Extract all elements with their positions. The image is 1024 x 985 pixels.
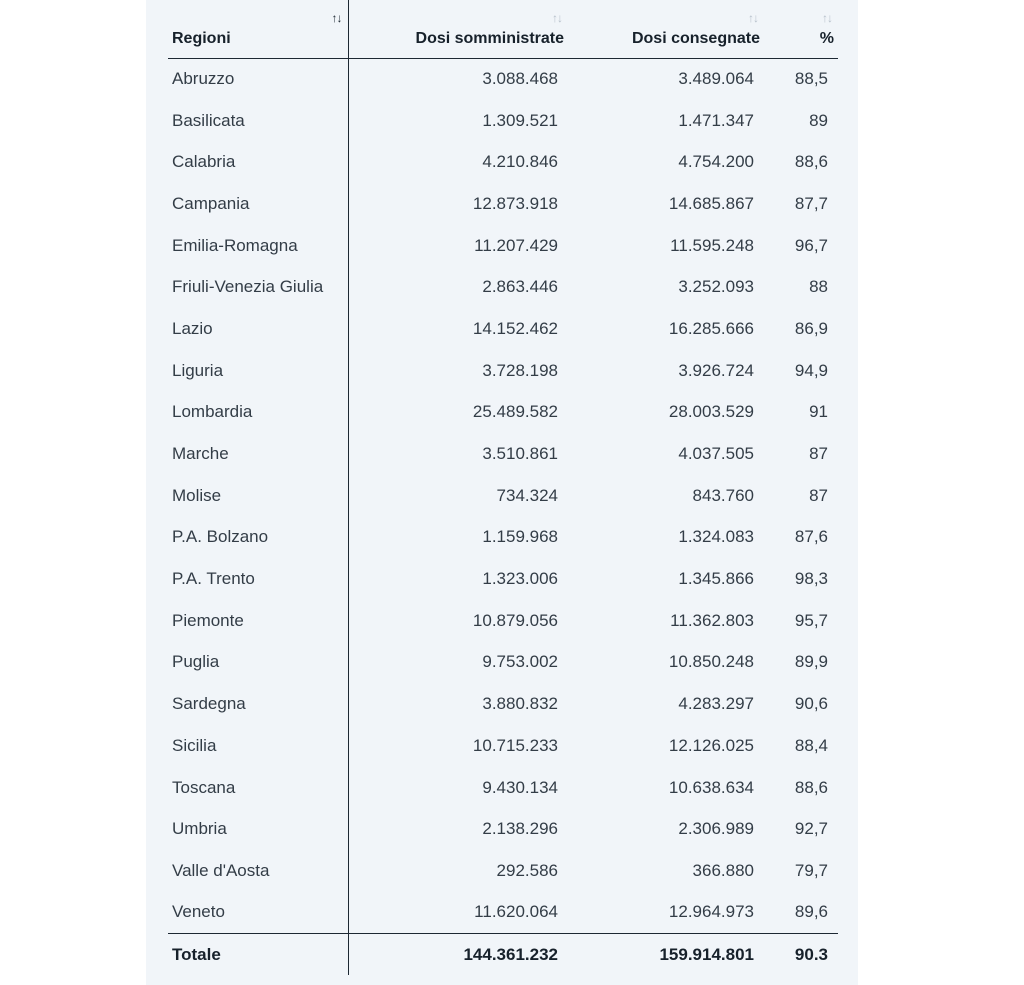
region-cell: Piemonte xyxy=(168,600,348,642)
table-row xyxy=(168,767,838,809)
administered-doses-cell: 4.210.846 xyxy=(482,152,558,172)
percent-cell: 89,9 xyxy=(794,652,828,672)
column-header-administered-doses[interactable] xyxy=(348,0,568,58)
region-cell: Abruzzo xyxy=(168,58,348,100)
delivered-doses-cell: 3.489.064 xyxy=(678,69,754,89)
delivered-doses-cell: 2.306.989 xyxy=(678,819,754,839)
table-row xyxy=(168,58,838,100)
region-cell: Emilia-Romagna xyxy=(168,225,348,267)
region-cell: Lazio xyxy=(168,308,348,350)
delivered-doses-cell: 10.638.634 xyxy=(668,777,754,797)
region-cell: Sardegna xyxy=(168,683,348,725)
table-row xyxy=(168,350,838,392)
percent-cell: 88,5 xyxy=(794,69,828,89)
total-delivered-doses: 159.914.801 xyxy=(568,933,764,975)
table-body xyxy=(168,58,838,975)
region-cell: Toscana xyxy=(168,767,348,809)
region-cell: Sicilia xyxy=(168,725,348,767)
delivered-doses-cell: 843.760 xyxy=(692,485,754,505)
administered-doses-cell: 1.309.521 xyxy=(482,110,558,130)
delivered-doses-cell: 28.003.529 xyxy=(668,402,754,422)
region-cell: P.A. Bolzano xyxy=(168,517,348,559)
delivered-doses-cell: 366.880 xyxy=(692,860,754,880)
table-row xyxy=(168,266,838,308)
table-row xyxy=(168,642,838,684)
administered-doses-cell: 1.323.006 xyxy=(482,569,558,589)
percent-cell: 79,7 xyxy=(794,860,828,880)
administered-doses-cell: 292.586 xyxy=(496,860,558,880)
region-cell: Calabria xyxy=(168,141,348,183)
administered-doses-cell: 14.152.462 xyxy=(472,318,558,338)
sort-arrows-icon[interactable]: ↑↓ xyxy=(552,11,562,25)
sort-arrows-icon[interactable]: ↑↓ xyxy=(748,11,758,25)
delivered-doses-cell: 3.926.724 xyxy=(678,360,754,380)
percent-cell: 87,7 xyxy=(794,193,828,213)
percent-cell: 88 xyxy=(809,277,828,297)
region-cell: Campania xyxy=(168,183,348,225)
region-cell: Lombardia xyxy=(168,392,348,434)
vaccination-table-panel xyxy=(146,0,858,985)
administered-doses-cell: 2.863.446 xyxy=(482,277,558,297)
administered-doses-cell: 10.715.233 xyxy=(472,735,558,755)
administered-doses-cell: 12.873.918 xyxy=(472,193,558,213)
percent-cell: 96,7 xyxy=(794,235,828,255)
region-cell: Veneto xyxy=(168,892,348,934)
region-cell: Valle d'Aosta xyxy=(168,850,348,892)
percent-cell: 87 xyxy=(809,444,828,464)
administered-doses-cell: 3.880.832 xyxy=(482,694,558,714)
delivered-doses-cell: 12.126.025 xyxy=(668,735,754,755)
table-row xyxy=(168,141,838,183)
table-row xyxy=(168,850,838,892)
delivered-doses-cell: 14.685.867 xyxy=(668,193,754,213)
delivered-doses-cell: 1.345.866 xyxy=(678,569,754,589)
table-row xyxy=(168,600,838,642)
table-row xyxy=(168,725,838,767)
administered-doses-cell: 9.753.002 xyxy=(482,652,558,672)
percent-cell: 92,7 xyxy=(794,819,828,839)
region-cell: Molise xyxy=(168,475,348,517)
administered-doses-cell: 734.324 xyxy=(496,485,558,505)
percent-cell: 98,3 xyxy=(794,569,828,589)
column-header-label: Regioni xyxy=(172,29,231,47)
administered-doses-cell: 25.489.582 xyxy=(472,402,558,422)
percent-cell: 88,6 xyxy=(794,777,828,797)
total-administered-doses: 144.361.232 xyxy=(348,933,568,975)
percent-cell: 91 xyxy=(809,402,828,422)
region-cell: Basilicata xyxy=(168,100,348,142)
table-row xyxy=(168,808,838,850)
vaccination-doses-table xyxy=(168,0,838,975)
percent-cell: 90,6 xyxy=(794,694,828,714)
delivered-doses-cell: 16.285.666 xyxy=(668,318,754,338)
administered-doses-cell: 11.620.064 xyxy=(474,902,558,922)
region-cell: Marche xyxy=(168,433,348,475)
delivered-doses-cell: 12.964.973 xyxy=(668,902,754,922)
delivered-doses-cell: 3.252.093 xyxy=(678,277,754,297)
region-cell: Friuli-Venezia Giulia xyxy=(168,266,348,308)
percent-cell: 88,6 xyxy=(794,152,828,172)
table-row xyxy=(168,475,838,517)
table-row xyxy=(168,225,838,267)
column-header-label: Dosi somministrate xyxy=(415,29,564,47)
administered-doses-cell: 3.510.861 xyxy=(482,444,558,464)
column-header-regions[interactable] xyxy=(168,0,348,58)
percent-cell: 89,6 xyxy=(794,902,828,922)
region-cell: Umbria xyxy=(168,808,348,850)
total-percent: 90.3 xyxy=(764,933,838,975)
administered-doses-cell: 1.159.968 xyxy=(482,527,558,547)
total-row xyxy=(168,933,838,975)
percent-cell: 87,6 xyxy=(794,527,828,547)
delivered-doses-cell: 1.324.083 xyxy=(678,527,754,547)
table-header xyxy=(168,0,838,58)
administered-doses-cell: 2.138.296 xyxy=(482,819,558,839)
percent-cell: 95,7 xyxy=(794,610,828,630)
percent-cell: 86,9 xyxy=(794,318,828,338)
delivered-doses-cell: 10.850.248 xyxy=(668,652,754,672)
column-header-percent[interactable] xyxy=(764,0,838,58)
percent-cell: 89 xyxy=(809,110,828,130)
table-row xyxy=(168,558,838,600)
administered-doses-cell: 10.879.056 xyxy=(472,610,558,630)
table-row xyxy=(168,517,838,559)
region-cell: P.A. Trento xyxy=(168,558,348,600)
administered-doses-cell: 3.088.468 xyxy=(482,69,558,89)
column-header-label: % xyxy=(819,29,834,47)
table-row xyxy=(168,308,838,350)
delivered-doses-cell: 11.362.803 xyxy=(670,610,754,630)
delivered-doses-cell: 4.283.297 xyxy=(678,694,754,714)
region-cell: Liguria xyxy=(168,350,348,392)
administered-doses-cell: 11.207.429 xyxy=(474,235,558,255)
table-row xyxy=(168,183,838,225)
total-label: Totale xyxy=(168,933,348,975)
percent-cell: 94,9 xyxy=(794,360,828,380)
percent-cell: 87 xyxy=(809,485,828,505)
region-cell: Puglia xyxy=(168,642,348,684)
delivered-doses-cell: 4.754.200 xyxy=(678,152,754,172)
header-row xyxy=(168,0,838,58)
table-row xyxy=(168,100,838,142)
delivered-doses-cell: 1.471.347 xyxy=(678,110,754,130)
delivered-doses-cell: 11.595.248 xyxy=(670,235,754,255)
administered-doses-cell: 9.430.134 xyxy=(482,777,558,797)
sort-arrows-icon[interactable]: ↑↓ xyxy=(331,11,342,25)
column-header-label: Dosi consegnate xyxy=(631,29,760,47)
column-header-delivered-doses[interactable] xyxy=(568,0,764,58)
administered-doses-cell: 3.728.198 xyxy=(482,360,558,380)
table-row xyxy=(168,392,838,434)
table-row xyxy=(168,892,838,934)
table-row xyxy=(168,683,838,725)
sort-arrows-icon[interactable]: ↑↓ xyxy=(822,11,832,25)
delivered-doses-cell: 4.037.505 xyxy=(678,444,754,464)
table-row xyxy=(168,433,838,475)
percent-cell: 88,4 xyxy=(794,735,828,755)
